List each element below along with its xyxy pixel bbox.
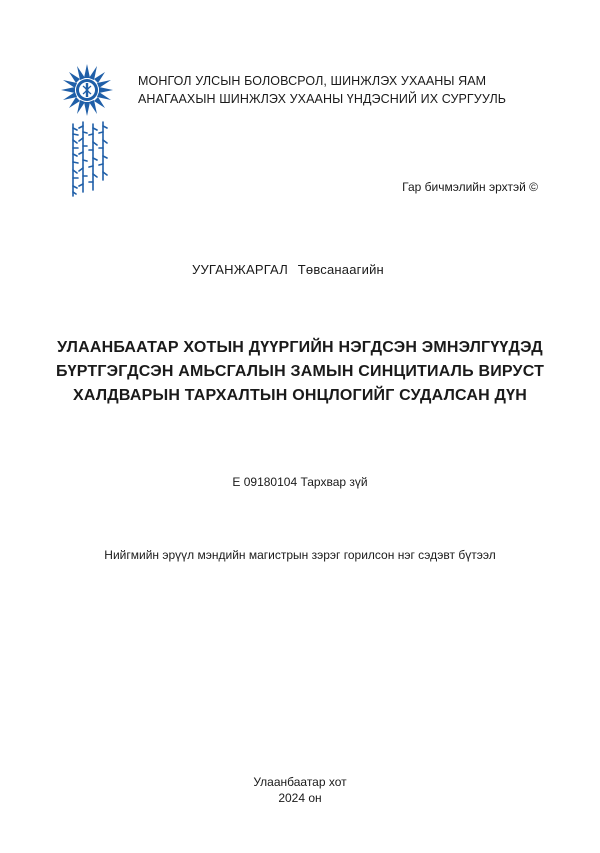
organization-line-2: АНАГААХЫН ШИНЖЛЭХ УХААНЫ ҮНДЭСНИЙ ИХ СУРГУУЛЬ bbox=[138, 92, 507, 106]
copyright-notice: Гар бичмэлийн эрхтэй © bbox=[402, 180, 538, 194]
place-and-year bbox=[0, 774, 600, 806]
thesis-title-line-3: ХАЛДВАРЫН ТАРХАЛТЫН ОНЦЛОГИЙГ СУДАЛСАН ДҮН bbox=[73, 387, 527, 404]
degree-statement: Нийгмийн эрүүл мэндийн магистрын зэрэг горилсон нэг сэдэвт бүтээл bbox=[104, 548, 496, 562]
author-given-name: УУГАНЖАРГАЛ bbox=[192, 262, 288, 277]
author-name bbox=[192, 262, 384, 277]
author-patronymic: Төвсанаагийн bbox=[297, 262, 384, 277]
organization-header bbox=[138, 72, 506, 108]
university-emblem-icon bbox=[55, 62, 119, 202]
program-code: Е 09180104 Тархвар зүй bbox=[232, 475, 368, 489]
organization-line-1: МОНГОЛ УЛСЫН БОЛОВСРОЛ, ШИНЖЛЭХ УХААНЫ ЯАМ bbox=[138, 74, 487, 88]
thesis-title-line-1: УЛААНБААТАР ХОТЫН ДҮҮРГИЙН НЭГДСЭН ЭМНЭЛГҮҮДЭД bbox=[57, 339, 543, 356]
thesis-title bbox=[30, 336, 570, 408]
footer-city: Улаанбаатар хот bbox=[253, 775, 347, 789]
footer-year: 2024 он bbox=[278, 791, 322, 805]
thesis-title-line-2: БҮРТГЭГДСЭН АМЬСГАЛЫН ЗАМЫН СИНЦИТИАЛЬ ВИРУСТ bbox=[55, 363, 545, 380]
